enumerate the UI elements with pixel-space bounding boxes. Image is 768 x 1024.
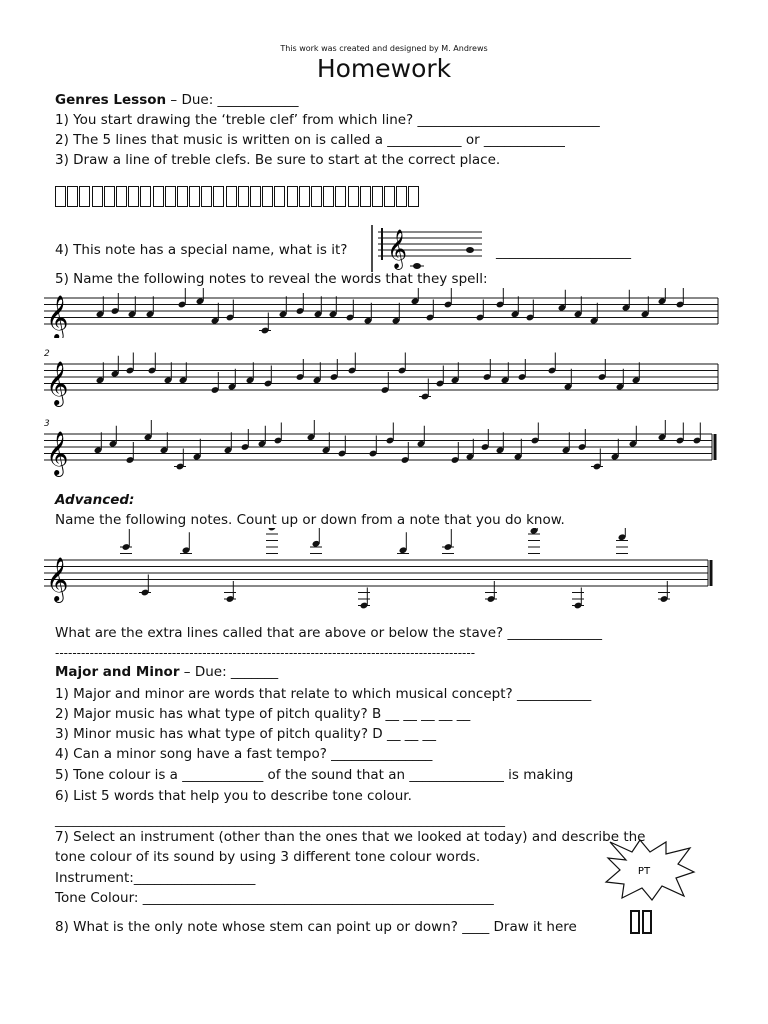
major-minor-heading-row: [55, 664, 278, 680]
mm-q1: 1) Major and minor are words that relate to which musical concept? ___________: [55, 686, 592, 702]
mm-q4: 4) Can a minor song have a fast tempo? _______________: [55, 746, 433, 762]
genres-heading: Genres Lesson: [55, 92, 167, 108]
mm-q6: 6) List 5 words that help you to describe tone colour.: [55, 788, 412, 804]
mm-q7b: tone colour of its sound by using 3 different tone colour words.: [55, 849, 481, 865]
treble-clef-placeholder-boxes: [55, 184, 421, 214]
placeholder-box: [262, 186, 273, 207]
placeholder-box: [140, 186, 151, 207]
major-minor-due: – Due: _______: [179, 664, 279, 680]
placeholder-box: [311, 186, 322, 207]
genres-q2: 2) The 5 lines that music is written on is called a ___________ or ____________: [55, 132, 565, 148]
placeholder-box: [128, 186, 139, 207]
mm-q6-answer-line: ___________________________________________________________________________: [55, 813, 505, 827]
mm-q7a: 7) Select an instrument (other than the ones that we looked at today) and describe the: [55, 829, 646, 845]
placeholder-box: [104, 186, 115, 207]
major-minor-heading: Major and Minor: [55, 664, 180, 680]
placeholder-box: [335, 186, 346, 207]
note-staff-3: [0, 420, 768, 480]
mm-q2: 2) Major music has what type of pitch quality? B __ __ __ __ __: [55, 706, 471, 722]
placeholder-box: [165, 186, 176, 207]
placeholder-box: [201, 186, 212, 207]
placeholder-box: [348, 186, 359, 207]
treble-clef-icon: 𝄞: [46, 295, 69, 338]
genres-due: – Due: ____________: [166, 92, 299, 108]
advanced-heading: Advanced:: [55, 492, 135, 508]
placeholder-box: [116, 186, 127, 207]
note-head: [268, 528, 277, 531]
placeholder-box: [396, 186, 407, 207]
placeholder-box: [360, 186, 371, 207]
placeholder-box: [250, 186, 261, 207]
mm-instrument: Instrument:__________________: [55, 870, 256, 886]
placeholder-box: [79, 186, 90, 207]
placeholder-box: [177, 186, 188, 207]
placeholder-box: [287, 186, 298, 207]
placeholder-box: [299, 186, 310, 207]
pt-badge: [604, 838, 696, 902]
genres-q1: 1) You start drawing the ‘treble clef’ from which line? ___________________________: [55, 112, 600, 128]
placeholder-box: [153, 186, 164, 207]
treble-clef-icon: 𝄞: [387, 229, 408, 269]
page-title: Homework: [316, 54, 452, 83]
starburst-icon: [604, 838, 696, 902]
placeholder-box: [372, 186, 383, 207]
placeholder-box: [55, 186, 66, 207]
mm-tone-colour: Tone Colour: ____________________________________________________: [55, 890, 494, 906]
staff-number-3: 3: [44, 419, 50, 429]
genres-heading-row: [55, 92, 299, 108]
note-staff-2: [0, 350, 768, 410]
placeholder-box: [67, 186, 78, 207]
placeholder-box: [213, 186, 224, 207]
section-divider: -------------------------------------------------------------------------------------------------: [55, 646, 476, 660]
draw-note-boxes: [630, 910, 654, 938]
treble-clef-icon: 𝄞: [46, 431, 69, 475]
placeholder-box: [408, 186, 419, 207]
treble-clef-icon: 𝄞: [46, 557, 69, 601]
placeholder-box: [226, 186, 237, 207]
middle-c-staff: [0, 220, 768, 276]
genres-q5: 5) Name the following notes to reveal the words that they spell:: [55, 271, 488, 287]
pt-badge-text: PT: [637, 866, 651, 877]
note-staff-1: [0, 288, 768, 338]
placeholder-box: [189, 186, 200, 207]
genres-q3: 3) Draw a line of treble clefs. Be sure to start at the correct place.: [55, 152, 501, 168]
advanced-question: What are the extra lines called that are above or below the stave? ______________: [55, 625, 602, 641]
placeholder-box: [384, 186, 395, 207]
mm-q3: 3) Minor music has what type of pitch quality? D __ __ __: [55, 726, 437, 742]
genres-q4: 4) This note has a special name, what is it?: [55, 242, 348, 258]
mm-q8: 8) What is the only note whose stem can point up or down? ____ Draw it here: [55, 919, 577, 935]
ledger-line-staff: [0, 528, 768, 614]
advanced-instruction: Name the following notes. Count up or down from a note that you do know.: [55, 512, 565, 528]
placeholder-box: [323, 186, 334, 207]
placeholder-box: [238, 186, 249, 207]
placeholder-box: [274, 186, 285, 207]
treble-clef-icon: 𝄞: [46, 361, 69, 405]
placeholder-box: [92, 186, 103, 207]
staff-number-2: 2: [44, 349, 50, 359]
genres-q4-blank: ____________________: [496, 244, 631, 260]
mm-q5: 5) Tone colour is a ____________ of the sound that an ______________ is making: [55, 767, 574, 783]
credit-line: This work was created and designed by M. Andrews: [280, 44, 488, 53]
